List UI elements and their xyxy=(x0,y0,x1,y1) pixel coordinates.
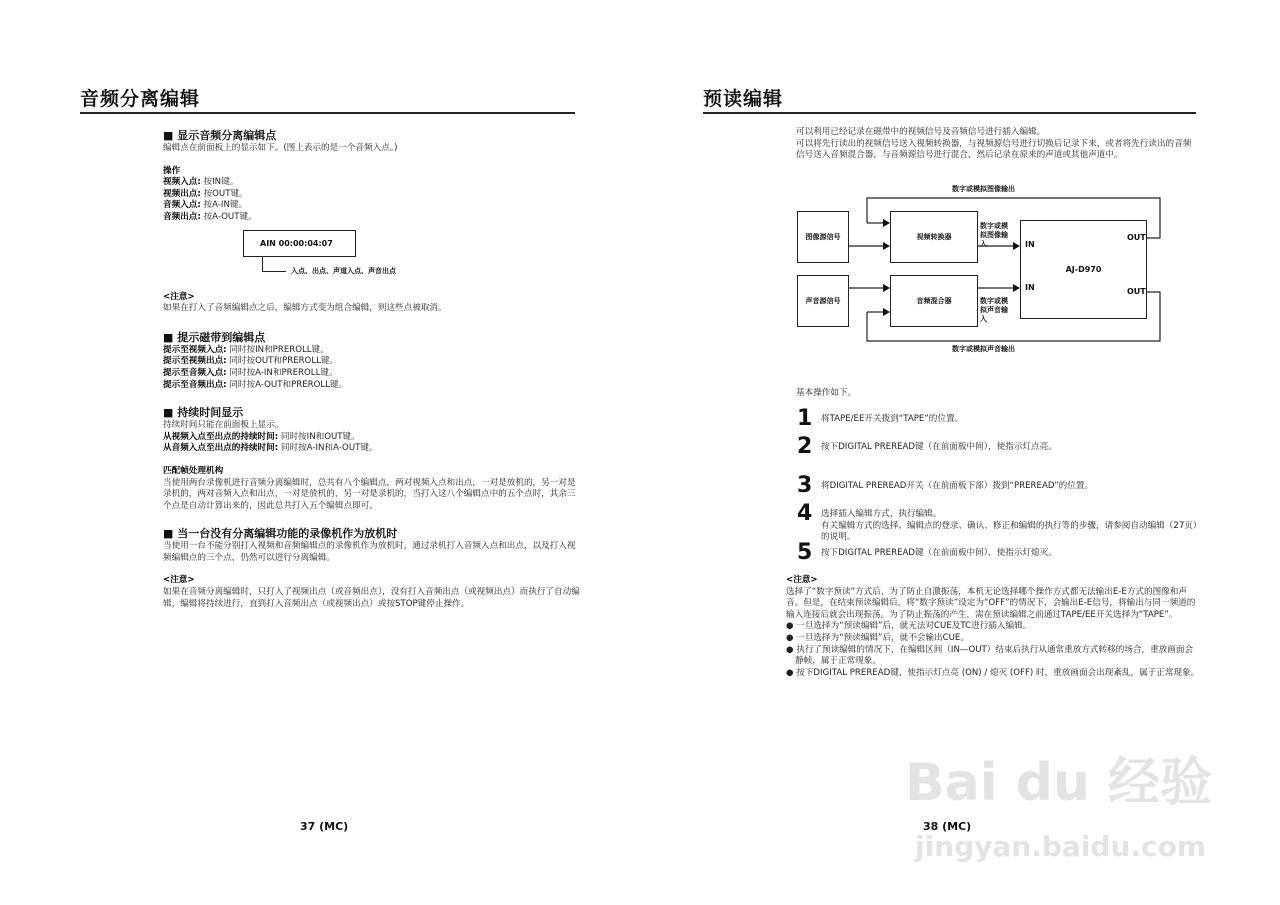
note: 选择了“数字预读”方式后，为了防止自激振荡，本机无论选择哪个操作方式都无法输出E-E方式的图像和声音。但是，在结束预读编辑后，将“数字预读”设定为“OFF”的情况下，会输出E-E信号，将输出与同一频道的输入连接后就会出现振荡。为了防止振荡的产生，需在预读编辑之前通过TAPE/EE开关选择为“TAPE”。 xyxy=(786,586,1196,620)
bullet-item: ● 一旦选择为“预读编辑”后，就不会输出CUE。 xyxy=(786,632,969,643)
item-label: 提示至音频出点: xyxy=(163,379,227,390)
paragraph: 编辑点在前面板上的显示如下。(图上表示的是一个音频入点。) xyxy=(163,143,398,153)
right-page-title: 预读编辑 xyxy=(703,88,784,110)
item-text: 同时按A-OUT和PREROLL键。 xyxy=(229,379,348,390)
op-label: 视频入点: xyxy=(163,177,201,188)
notes xyxy=(786,575,1200,679)
out-port-label: OUT xyxy=(1127,233,1146,242)
left-page-title: 音频分离编辑 xyxy=(80,88,201,110)
note: 如果在音频分离编辑时，只打入了视频出点（或音频出点），没有打入音频出点（或视频出点）而执行了自动编辑，编辑将持续进行，直到打入音频出点（或视频出点）或按STOP键停止操作。 xyxy=(163,587,580,609)
note: 如果在打入了音频编辑点之后，编辑方式变为组合编辑，则这些点被取消。 xyxy=(163,303,447,314)
watermark-url: jingyan.baidu.com xyxy=(915,830,1207,863)
note-label: <注意> xyxy=(786,575,818,585)
bullet-item: ● 按下DIGITAL PREREAD键，使指示灯点亮 (ON) / 熄灭 (OFF) 时，重放画面会出现紊乱，属于正常现象。 xyxy=(786,667,1200,678)
paragraph: 可以利用已经记录在磁带中的视频信号及音频信号进行插入编辑。 xyxy=(796,127,1046,137)
bullet-item: ● 一旦选择为“预读编辑”后，就无法对CUE及TC进行插入编辑。 xyxy=(786,621,1032,632)
step xyxy=(797,475,1207,497)
out-port-label: OUT xyxy=(1127,287,1146,296)
note-label: <注意> xyxy=(163,575,195,586)
item-label: 提示至视频出点: xyxy=(163,356,227,367)
audio-mixer-box: 音频混合器 xyxy=(890,275,978,327)
step xyxy=(797,503,1207,544)
item-label: 提示至视频入点: xyxy=(163,344,227,355)
section-heading: ■ 显示音频分离编辑点 xyxy=(163,129,277,142)
item-text: 同时按IN和OUT键。 xyxy=(280,431,360,442)
step-text-line: 有关编辑方式的选择、编辑点的登录、确认、修正和编辑的执行等的步骤，请参阅自动编辑（27页）的说明。 xyxy=(821,520,1198,543)
device-name: AJ-D970 xyxy=(1065,265,1102,274)
op-text: 按A-IN键。 xyxy=(203,200,248,211)
item-label: 从音频入点至出点的持续时间: xyxy=(163,443,279,454)
step xyxy=(797,436,1207,458)
step-number: 1 xyxy=(797,406,813,431)
step-text xyxy=(821,503,1201,544)
step xyxy=(797,542,1207,564)
op-label: 音频出点: xyxy=(163,211,201,222)
section-heading: ■ 当一台没有分离编辑功能的录像机作为放机时 xyxy=(163,527,398,541)
note-label: <注意> xyxy=(163,291,195,302)
paragraph: 当使用两台录像机进行音频分离编辑时，总共有八个编辑点，两对视频入点和出点，一对是放机的，另一对是录机的，两对音频入点和出点，一对是放机的，另一对是录机的，当打入这八个编辑点中的五个点时，其余三个点是自动计算出来的，因此总共打入五个编辑点即可。 xyxy=(163,477,576,511)
bullet-text: 执行了预读编辑的情况下，在编辑区间（IN—OUT）结束后执行从通常重放方式转移的场合，重放画面会静帧，属于正常现象。 xyxy=(795,644,1194,667)
bullet-item: ● 执行了预读编辑的情况下，在编辑区间（IN—OUT）结束后执行从通常重放方式转移的场合，重放画面会静帧，属于正常现象。 xyxy=(786,644,1194,667)
basic-label: 基本操作如下。 xyxy=(796,388,857,398)
section-heading: ■ 持续时间显示 xyxy=(163,406,244,420)
op-label: 音频入点: xyxy=(163,200,201,211)
paragraph: 可以将先行读出的视频信号送入视频转换器，与视频源信号进行切换后记录下来，或者将先行读出的音频信号送入音频混合器，与音频源信号进行混合，然后记录在原来的声道或其他声道中。 xyxy=(796,138,1192,161)
sub-label: 匹配帧处理机构 xyxy=(163,465,224,476)
video-input-label: 数字或模拟图像输入 xyxy=(980,222,1008,248)
panel-display: AIN 00:00:04:07 xyxy=(243,230,356,257)
item-text: 同时按A-IN和A-OUT键。 xyxy=(280,443,378,454)
section-heading: ■ 提示磁带到编辑点 xyxy=(163,330,266,344)
paragraph: 当使用一台不能分别打入视频和音频编辑点的录像机作为放机时，通过录机打入音频入点和出点，以及打入视频编辑点的三个点，仍然可以进行分离编辑。 xyxy=(163,541,576,563)
op-text: 按A-OUT键。 xyxy=(203,211,257,222)
item-text: 同时按A-IN和PREROLL键。 xyxy=(229,367,338,378)
op-text: 按OUT键。 xyxy=(203,188,248,199)
in-port-label: IN xyxy=(1025,240,1035,249)
step xyxy=(797,408,1207,430)
bullet-text: 一旦选择为“预读编辑”后，就不会输出CUE。 xyxy=(796,632,969,643)
page-number: 37 (MC) xyxy=(300,820,349,833)
watermark-logo: Bai du 经验 xyxy=(905,753,1212,813)
bottom-output-label: 数字或模拟声音输出 xyxy=(952,345,1015,353)
top-output-label: 数字或模拟图像输出 xyxy=(952,185,1015,193)
step-number: 5 xyxy=(797,540,813,565)
item-text: 同时按IN和PREROLL键。 xyxy=(229,344,329,355)
item-text: 同时按OUT和PREROLL键。 xyxy=(229,356,339,367)
op-text: 按IN键。 xyxy=(203,177,239,188)
video-source-box: 图像源信号 xyxy=(797,211,849,263)
step-number: 3 xyxy=(797,473,813,498)
bullet-text: 一旦选择为“预读编辑”后，就无法对CUE及TC进行插入编辑。 xyxy=(796,621,1032,632)
step-text: 按下DIGITAL PREREAD键（在前面板中间），使指示灯点亮。 xyxy=(821,442,1057,452)
step-text-line: 选择插入编辑方式，执行编辑。 xyxy=(821,509,942,519)
page-number: 38 (MC) xyxy=(923,820,972,833)
audio-source-box: 声音源信号 xyxy=(797,275,849,327)
step-text: 将TAPE/EE开关拨到“TAPE”的位置。 xyxy=(821,414,964,424)
display-caption: 入点、出点、声道入点、声音出点 xyxy=(291,266,396,275)
step-text: 按下DIGITAL PREREAD键（在前面板中间），使指示灯熄灭。 xyxy=(821,548,1057,558)
audio-input-label: 数字或模拟声音输入 xyxy=(980,297,1008,323)
label: 操作 xyxy=(163,165,181,176)
step-number: 4 xyxy=(797,501,813,526)
op-label: 视频出点: xyxy=(163,188,201,199)
paragraph: 持续时间只能在前面板上显示。 xyxy=(163,420,284,431)
video-switcher-box: 视频转换器 xyxy=(890,211,978,263)
item-label: 从视频入点至出点的持续时间: xyxy=(163,431,279,442)
bullet-text: 按下DIGITAL PREREAD键，使指示灯点亮 (ON) / 熄灭 (OFF) 时，重放画面会出现紊乱，属于正常现象。 xyxy=(796,667,1200,678)
step-text: 将DIGITAL PREREAD开关（在前面板下部）拨到“PREREAD”的位置。 xyxy=(821,481,1094,491)
step-number: 2 xyxy=(797,434,813,459)
item-label: 提示至音频入点: xyxy=(163,367,227,378)
in-port-label: IN xyxy=(1025,283,1035,292)
